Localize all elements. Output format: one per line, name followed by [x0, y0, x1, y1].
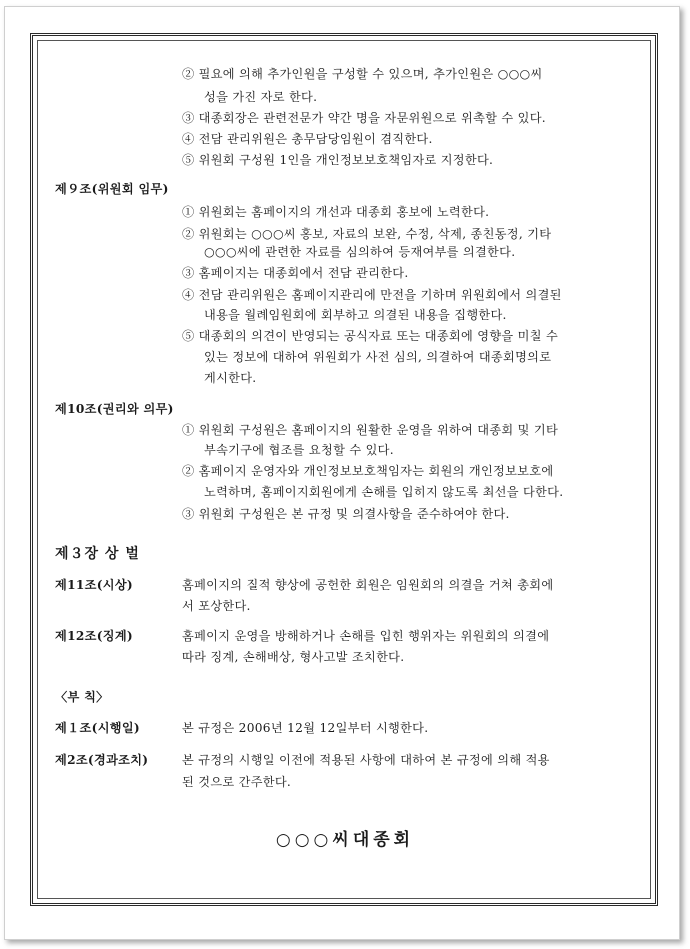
article-heading: 제10조(권리와 의무)	[55, 402, 174, 416]
text-line: ① 위원회 구성원은 홈페이지의 원활한 운영을 위하여 대종회 및 기타	[182, 423, 559, 437]
text-line: 홈페이지 운영을 방해하거나 손해를 입힌 행위자는 위원회의 의결에	[182, 629, 550, 643]
text-line: 홈페이지의 질적 향상에 공헌한 회원은 임원회의 의결을 거쳐 총회에	[182, 578, 554, 592]
text-line: 게시한다.	[204, 371, 257, 385]
text-line: ⑤ 대종회의 의견이 반영되는 공식자료 또는 대종회에 영향을 미칠 수	[182, 329, 559, 343]
text-line: 본 규정의 시행일 이전에 적용된 사항에 대하여 본 규정에 의해 적용	[182, 753, 550, 767]
text-line: ① 위원회는 홈페이지의 개선과 대종회 홍보에 노력한다.	[182, 205, 490, 219]
article-heading: 〈부 칙〉	[55, 690, 109, 704]
text-line: 내용을 월례임원회에 회부하고 의결된 내용을 집행한다.	[204, 308, 507, 322]
text-line: 본 규정은 2006년 12월 12일부터 시행한다.	[182, 721, 429, 735]
text-line: ○○○씨에 관련한 자료를 심의하여 등재여부를 의결한다.	[204, 245, 516, 259]
text-line: ④ 전담 관리위원은 홈페이지관리에 만전을 기하며 위원회에서 의결된	[182, 288, 562, 302]
article-heading: 제2조(경과조치)	[55, 753, 149, 767]
text-line: 된 것으로 간주한다.	[182, 775, 292, 789]
text-line: ② 필요에 의해 추가인원을 구성할 수 있으며, 추가인원은 ○○○씨	[182, 67, 543, 81]
chapter-heading: 제３장 상 벌	[55, 546, 140, 562]
article-heading: 제１조(시행일)	[55, 721, 140, 735]
text-line: 부속기구에 협조를 요청할 수 있다.	[204, 443, 394, 457]
text-line: 따라 징계, 손해배상, 형사고발 조치한다.	[182, 650, 405, 664]
text-line: ③ 홈페이지는 대종회에서 전담 관리한다.	[182, 266, 409, 280]
text-line: ② 위원회는 ○○○씨 홍보, 자료의 보완, 수정, 삭제, 종친동정, 기타	[182, 227, 552, 241]
article-heading: 제12조(징계)	[55, 629, 133, 643]
article-heading: 제９조(위원회 임무)	[55, 182, 169, 196]
text-line: ⑤ 위원회 구성원 1인을 개인정보보호책임자로 지정한다.	[182, 153, 494, 167]
text-line: ② 홈페이지 운영자와 개인정보보호책임자는 회원의 개인정보보호에	[182, 464, 554, 478]
article-heading: 제11조(시상)	[55, 578, 133, 592]
text-line: 성을 가진 자로 한다.	[204, 90, 318, 104]
text-line: 노력하며, 홈페이지회원에게 손해를 입히지 않도록 최선을 다한다.	[204, 485, 564, 499]
text-line: 서 포상한다.	[182, 599, 251, 613]
text-line: ③ 위원회 구성원은 본 규정 및 의결사항을 준수하여야 한다.	[182, 507, 510, 521]
organization-name: ○○○씨대종회	[275, 830, 415, 850]
text-line: ④ 전담 관리위원은 총무담당임원이 겸직한다.	[182, 132, 433, 146]
text-line: 있는 정보에 대하여 위원회가 사전 심의, 의결하여 대종회명의로	[204, 350, 552, 364]
text-line: ③ 대종회장은 관련전문가 약간 명을 자문위원으로 위촉할 수 있다.	[182, 111, 546, 125]
